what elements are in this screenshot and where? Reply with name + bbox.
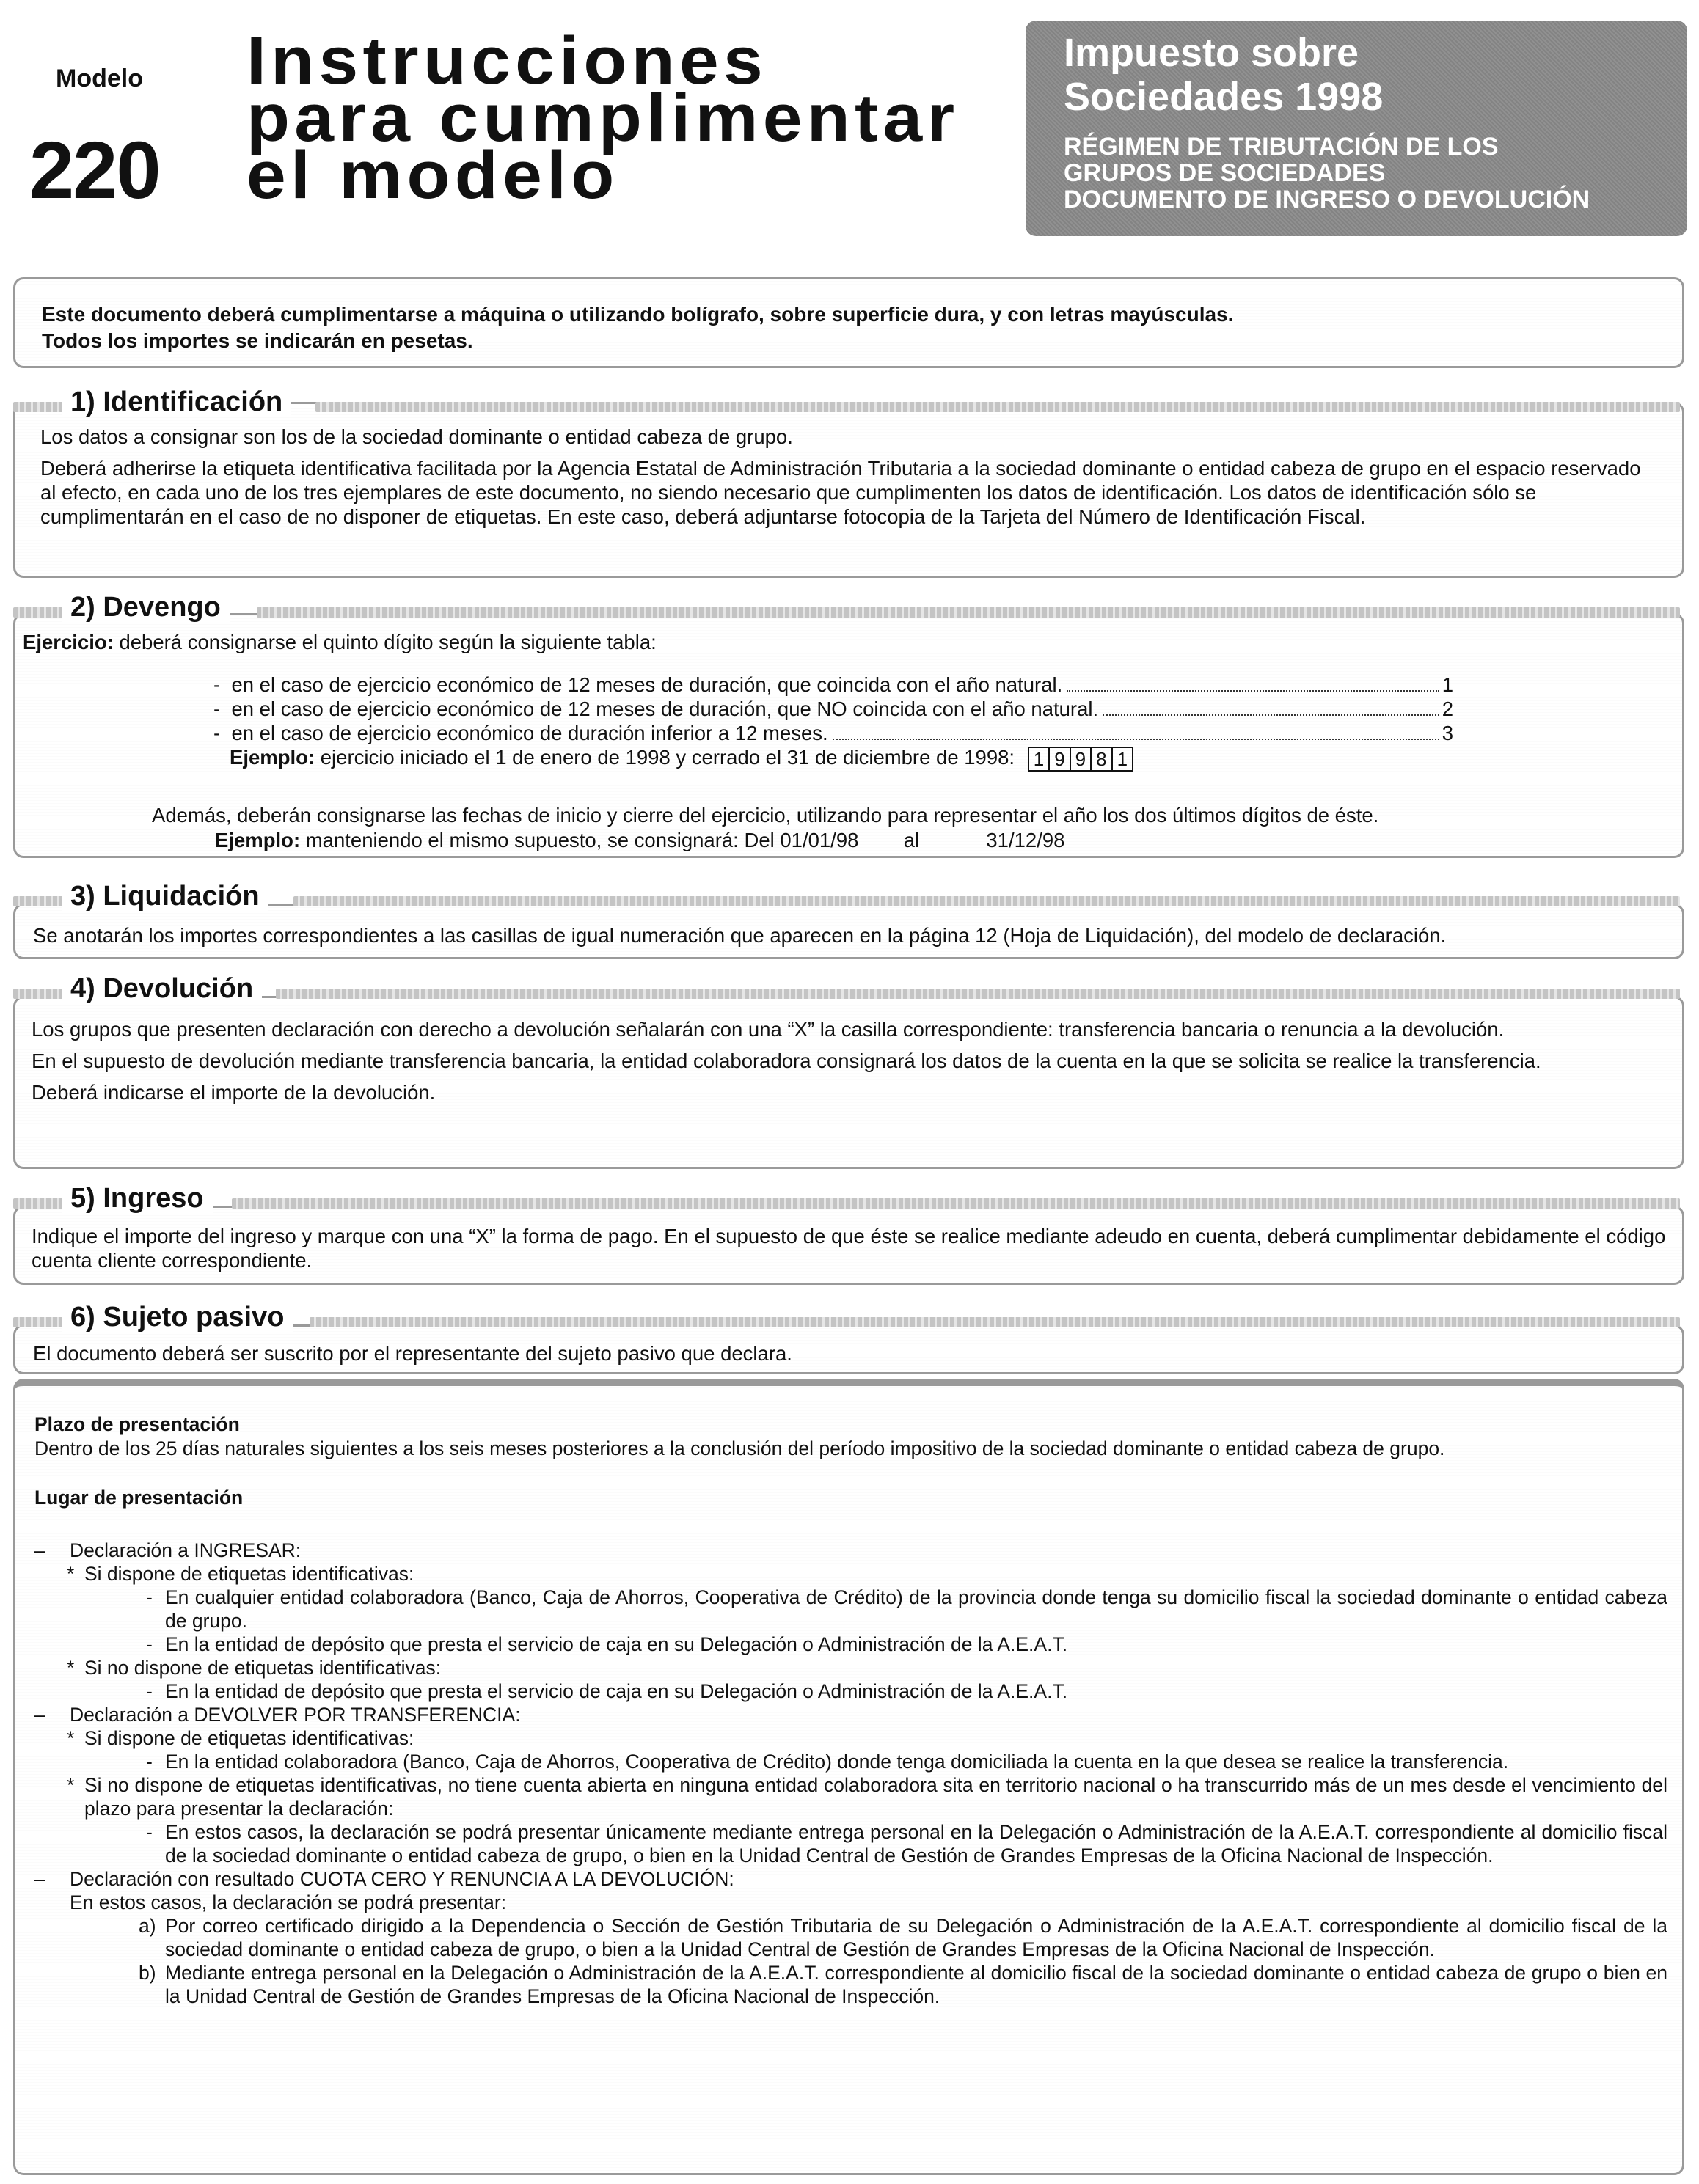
ejemplo2-label: Ejemplo: (215, 829, 301, 851)
ingreso-p1: Indique el importe del ingreso y marque con una “X” la forma de pago. En el supuesto de que éste se realice mediante adeudo en cuenta, deberá cumplimentar debidamente el código cuenta cliente correspondiente. (32, 1225, 1666, 1272)
plazo-p1: Dentro de los 25 días naturales siguientes a los seis meses posteriores a la conclusión del período impositivo de la sociedad dominante o entidad cabeza de grupo. (34, 1437, 1445, 1459)
rule-3a (13, 896, 65, 906)
lugar-dev-no-a: - En estos casos, la declaración se podrá presentar únicamente mediante entrega personal en la Delegación o Administración de la A.E.A.T. correspondiente al domicilio fiscal de la sociedad dominante o entidad cabeza de grupo, o bien en la Unidad Central de Gestión de Grandes Empresas de la Oficina Nacional de Inspección. (146, 1821, 1667, 1866)
rule-2b (257, 607, 1680, 618)
lugar-ing-no-text: Si no dispone de etiquetas identificativas: (84, 1657, 442, 1679)
ejercicio-text: deberá consignarse el quinto dígito según la siguiente tabla: (119, 631, 657, 653)
lugar-cero: – Declaración con resultado CUOTA CERO Y RENUNCIA A LA DEVOLUCIÓN: (34, 1868, 734, 1890)
section-title-devengo: 2) Devengo (62, 593, 230, 622)
section-title-liquidacion: 3) Liquidación (62, 882, 268, 911)
liquidacion-p1: Se anotarán los importes correspondientes a las casillas de igual numeración que aparecen en la página 12 (Hoja de Liquidación), del modelo de declaración. (33, 924, 1447, 947)
plazo-title: Plazo de presentación (34, 1413, 240, 1435)
rule-1b (315, 402, 1680, 412)
lugar-dev-no-a-text: En estos casos, la declaración se podrá presentar únicamente mediante entrega personal en la Delegación o Administración de la A.E.A.T. correspondiente al domicilio fiscal de la sociedad dominante o entidad cabeza de grupo, o bien en la Unidad Central de Gestión de Grandes Empresas de la Oficina Nacional de Inspección. (165, 1821, 1667, 1866)
rule-2a (13, 607, 65, 618)
ejemplo-digit-3: 9 (1070, 748, 1090, 770)
tax-title-line-2: Sociedades 1998 (1064, 75, 1384, 119)
lugar-list (34, 1539, 1667, 2008)
identificacion-panel (13, 402, 1684, 578)
presentacion-panel (13, 1379, 1684, 2175)
intro-line-1: Este documento deberá cumplimentarse a máquina o utilizando bolígrafo, sobre superficie dura, y con letras mayúsculas. (42, 303, 1234, 326)
lugar-cero-b (34, 1961, 1667, 2008)
section-title-devolucion: 4) Devolución (62, 974, 262, 1003)
lugar-title: Lugar de presentación (34, 1487, 244, 1509)
devengo-panel (13, 613, 1684, 858)
modelo-number: 220 (29, 125, 160, 216)
lugar-ing-si-b: - En la entidad de depósito que presta el servicio de caja en su Delegación o Administración de la A.E.A.T. (146, 1633, 1068, 1655)
lugar-dev-si: * Si dispone de etiquetas identificativas: (67, 1727, 414, 1749)
lugar-ing-si-text: Si dispone de etiquetas identificativas: (84, 1563, 414, 1585)
identificacion-p2: Deberá adherirse la etiqueta identificativa facilitada por la Agencia Estatal de Administración Tributaria a la sociedad dominante o entidad cabeza de grupo en el espacio reservado al efecto, en cada uno de los tres ejemplares de este documento, no siendo necesario que cumplimenten los datos de identificación. Los datos de identificación sólo se cumplimentarán en el caso de no disponer de etiquetas. En este caso, deberá adjuntarse fotocopia de la Tarjeta del Número de Identificación Fiscal. (40, 457, 1641, 528)
ejemplo-label: Ejemplo: (230, 746, 315, 769)
devengo-row-3-text: en el caso de ejercicio económico de duración inferior a 12 meses. (231, 722, 828, 744)
lugar-ing-si-b-text: En la entidad de depósito que presta el servicio de caja en su Delegación o Administración de la A.E.A.T. (165, 1633, 1068, 1655)
devengo-row-2: - en el caso de ejercicio económico de 12 meses de duración, que NO coincida con el año natural. 2 (213, 697, 1453, 720)
ejemplo-digit-4: 8 (1090, 748, 1111, 770)
lugar-dev-no: * Si no dispone de etiquetas identificativas, no tiene cuenta abierta en ninguna entidad colaboradora sita en territorio nacional o ha transcurrido más de un mes desde el vencimiento del plazo para presentar la declaración: (67, 1774, 1667, 1820)
lugar-ing-si-a: - En cualquier entidad colaboradora (Banco, Caja de Ahorros, Cooperativa de Crédito) de la provincia donde tenga su domicilio fiscal la sociedad dominante o entidad cabeza de grupo. (146, 1586, 1667, 1632)
lugar-dev-si-a: - En la entidad colaboradora (Banco, Caja de Ahorros, Cooperativa de Crédito) donde tenga domiciliada la cuenta en la que desea se realice la transferencia. (146, 1751, 1509, 1773)
lugar-cero-intro: En estos casos, la declaración se podrá presentar: (70, 1891, 507, 1913)
ejemplo-digit-1: 1 (1033, 747, 1045, 770)
ejemplo2-date: 31/12/98 (986, 829, 1065, 851)
lugar-ing-no: * Si no dispone de etiquetas identificativas: (67, 1657, 442, 1679)
lugar-dev-si-a-text: En la entidad colaboradora (Banco, Caja de Ahorros, Cooperativa de Crédito) donde tenga domiciliada la cuenta en la que desea se realice la transferencia. (165, 1751, 1509, 1773)
devolucion-p2: En el supuesto de devolución mediante transferencia bancaria, la entidad colaboradora consignará los datos de la cuenta en la que se solicita se realice la transferencia. (32, 1049, 1541, 1072)
lugar-devolver-text: Declaración a DEVOLVER POR TRANSFERENCIA: (70, 1704, 521, 1726)
lugar-cero-a (34, 1914, 1667, 1961)
lugar-cero-b-text: Mediante entrega personal en la Delegación o Administración de la A.E.A.T. correspondiente al domicilio fiscal de la sociedad dominante o entidad cabeza de grupo o bien en la Unidad Central de Gestión de Grandes Empresas de la Oficina Nacional de Inspección. (165, 1962, 1667, 2007)
title-line-1: Instrucciones (246, 23, 767, 98)
devengo-ejercicio (23, 630, 1666, 654)
devolucion-panel (13, 996, 1684, 1169)
tax-header-box (1026, 21, 1687, 236)
ejercicio-label: Ejercicio: (23, 631, 114, 653)
devengo-row-3-code: 3 (1442, 722, 1453, 744)
devolucion-p3: Deberá indicarse el importe de la devolución. (32, 1081, 436, 1104)
page-title (246, 23, 960, 213)
rule-6b (310, 1317, 1680, 1327)
lugar-ingresar-text: Declaración a INGRESAR: (70, 1539, 302, 1561)
devengo-row-3: - en el caso de ejercicio económico de duración inferior a 12 meses. 3 (213, 722, 1453, 744)
ingreso-panel (13, 1206, 1684, 1285)
lugar-devolver: – Declaración a DEVOLVER POR TRANSFERENCIA: (34, 1704, 521, 1726)
section-title-sujeto: 6) Sujeto pasivo (62, 1302, 293, 1332)
rule-5a (13, 1198, 65, 1209)
liquidacion-panel (13, 904, 1684, 959)
rule-3b (293, 896, 1680, 906)
ejemplo2-al: al (903, 829, 920, 851)
ejemplo-digit-box (1028, 747, 1133, 772)
devengo-ejemplo-2 (215, 828, 1064, 852)
regime-line-3: DOCUMENTO DE INGRESO O DEVOLUCIÓN (1064, 186, 1590, 213)
lugar-cero-b-label: b) (139, 1962, 156, 1984)
rule-4b (276, 989, 1680, 999)
modelo-label: Modelo (56, 65, 143, 92)
regime-line-1: RÉGIMEN DE TRIBUTACIÓN DE LOS (1064, 133, 1499, 161)
ejemplo2-text: manteniendo el mismo supuesto, se consignará: Del 01/01/98 (305, 829, 859, 851)
intro-panel (13, 277, 1684, 368)
devolucion-p1: Los grupos que presenten declaración con derecho a devolución señalarán con una “X” la casilla correspondiente: transferencia bancaria o renuncia a la devolución. (32, 1018, 1505, 1041)
devengo-ademas: Además, deberán consignarse las fechas de inicio y cierre del ejercicio, utilizando para representar el año los dos últimos dígitos de éste. (152, 804, 1379, 827)
title-line-2: para cumplimentar (246, 81, 960, 155)
ejemplo-text: ejercicio iniciado el 1 de enero de 1998 y cerrado el 31 de diciembre de 1998: (320, 746, 1015, 769)
rule-4a (13, 989, 65, 999)
section-title-identificacion: 1) Identificación (62, 387, 291, 417)
lugar-cero-a-label: a) (139, 1915, 156, 1937)
sujeto-p1: El documento deberá ser suscrito por el representante del sujeto pasivo que declara. (33, 1342, 792, 1365)
tax-title-line-1: Impuesto sobre (1064, 31, 1359, 75)
lugar-cero-text: Declaración con resultado CUOTA CERO Y RENUNCIA A LA DEVOLUCIÓN: (70, 1868, 734, 1890)
lugar-dev-si-text: Si dispone de etiquetas identificativas: (84, 1727, 414, 1749)
lugar-ing-no-a-text: En la entidad de depósito que presta el servicio de caja en su Delegación o Administración de la A.E.A.T. (165, 1680, 1068, 1702)
devengo-row-1-code: 1 (1442, 673, 1453, 696)
lugar-ing-no-a: - En la entidad de depósito que presta el servicio de caja en su Delegación o Administración de la A.E.A.T. (146, 1680, 1068, 1702)
section-title-ingreso: 5) Ingreso (62, 1184, 213, 1213)
devengo-ejemplo (230, 745, 1453, 772)
lugar-ingresar: – Declaración a INGRESAR: (34, 1539, 302, 1561)
devengo-row-2-code: 2 (1442, 697, 1453, 720)
identificacion-p1: Los datos a consignar son los de la sociedad dominante o entidad cabeza de grupo. (40, 425, 793, 448)
intro-line-2: Todos los importes se indicarán en pesetas. (42, 329, 473, 352)
rule-6a (13, 1317, 65, 1327)
lugar-dev-no-text: Si no dispone de etiquetas identificativas, no tiene cuenta abierta en ninguna entidad colaboradora sita en territorio nacional o ha transcurrido más de un mes desde el vencimiento del plazo para presentar la declaración: (84, 1774, 1667, 1820)
lugar-ing-si-a-text: En cualquier entidad colaboradora (Banco, Caja de Ahorros, Cooperativa de Crédito) de la provincia donde tenga su domicilio fiscal la sociedad dominante o entidad cabeza de grupo. (165, 1586, 1667, 1632)
lugar-cero-a-text: Por correo certificado dirigido a la Dependencia o Sección de Gestión Tributaria de su Delegación o Administración de la A.E.A.T. correspondiente al domicilio fiscal de la sociedad dominante o entidad cabeza de grupo, o bien a la Unidad Central de Gestión de Grandes Empresas de la Oficina Nacional de Inspección. (165, 1915, 1667, 1960)
ejemplo-digit-2: 9 (1048, 748, 1069, 770)
rule-5b (232, 1198, 1680, 1209)
regime-line-2: GRUPOS DE SOCIEDADES (1064, 159, 1386, 187)
devengo-table (213, 673, 1453, 772)
lugar-ing-si: * Si dispone de etiquetas identificativas: (67, 1563, 414, 1585)
ejemplo-digit-5: 1 (1111, 748, 1132, 770)
title-line-3: el modelo (246, 138, 619, 213)
devengo-row-1: - en el caso de ejercicio económico de 12 meses de duración, que coincida con el año natural. 1 (213, 673, 1453, 696)
devengo-row-1-text: en el caso de ejercicio económico de 12 meses de duración, que coincida con el año natural. (231, 673, 1063, 696)
devengo-row-2-text: en el caso de ejercicio económico de 12 meses de duración, que NO coincida con el año natural. (231, 697, 1099, 720)
